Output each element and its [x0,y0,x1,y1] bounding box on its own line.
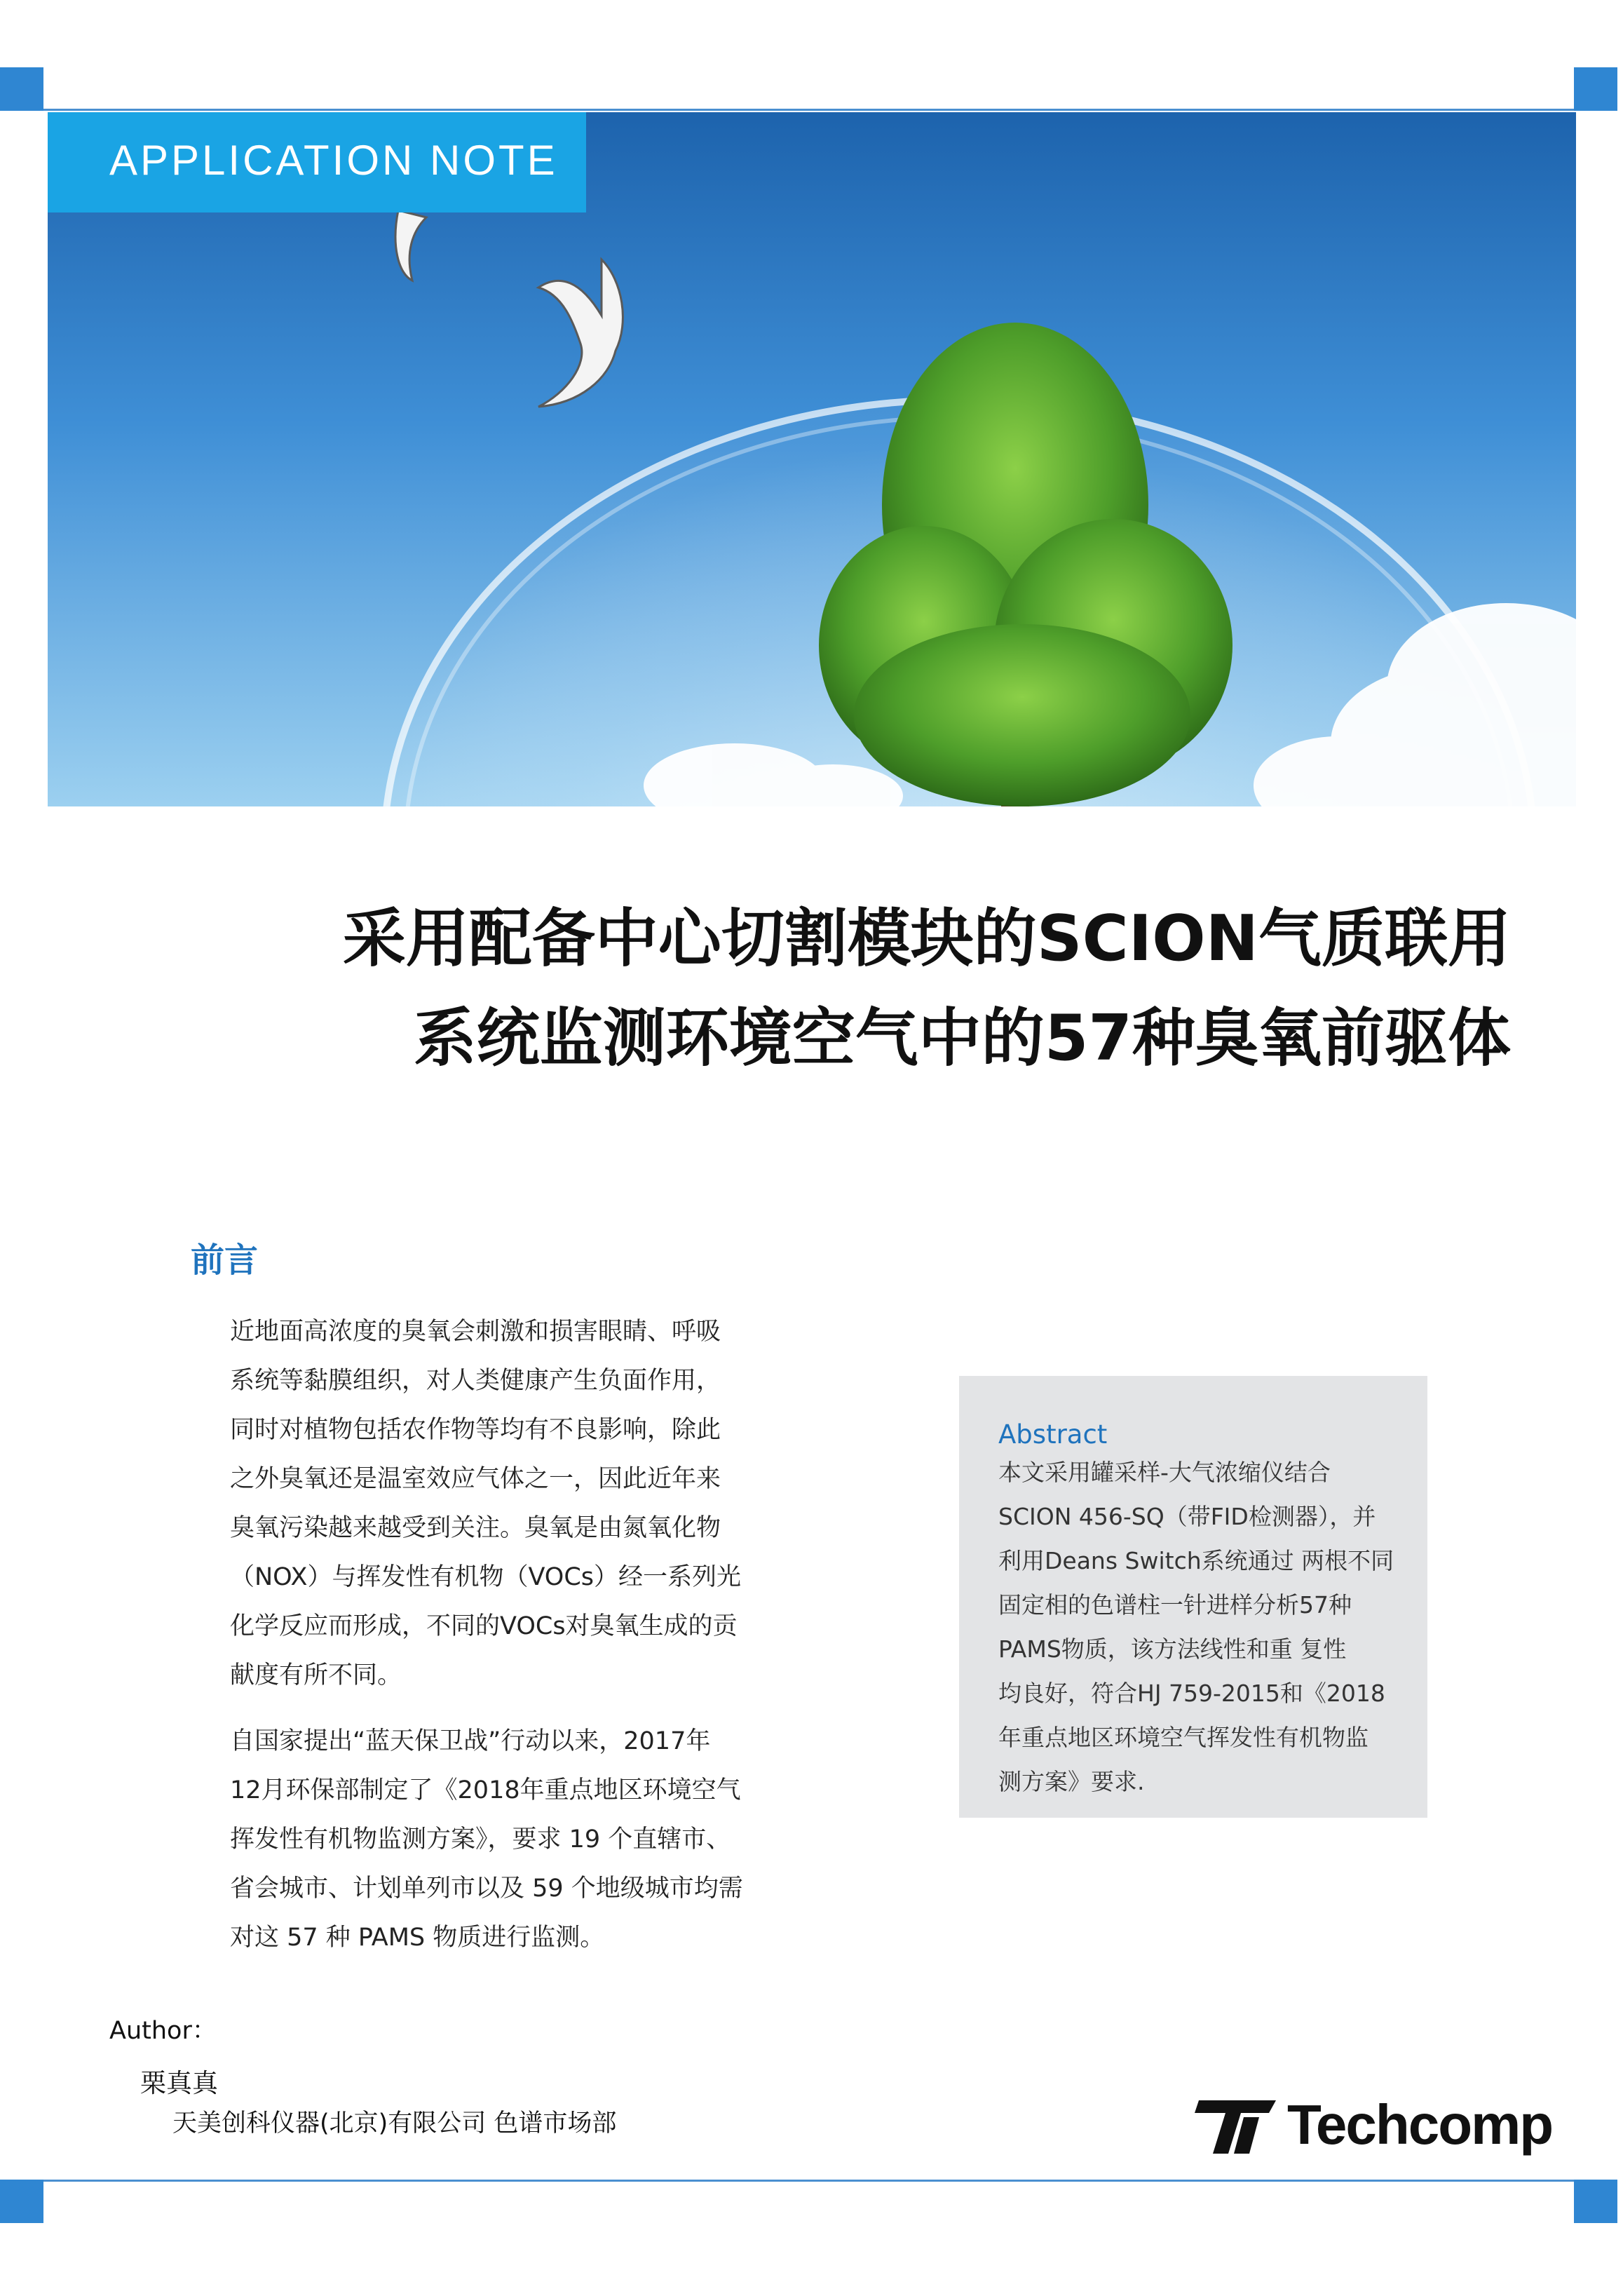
text-line: 化学反应而形成，不同的VOCs对臭氧生成的贡 [230,1612,738,1640]
author-name: 栗真真 [140,2068,218,2098]
author-organization: 天美创科仪器(北京)有限公司 色谱市场部 [172,2109,617,2138]
document-title [343,889,1511,1088]
bottom-frame-line [43,2180,1574,2182]
text-line: 12月环保部制定了《2018年重点地区环境空气 [230,1776,741,1804]
text-line: SCION 456-SQ（带FID检测器），并 [998,1503,1376,1530]
text-line: 之外臭氧还是温室效应气体之一，因此近年来 [230,1465,721,1493]
text-line: 对这 57 种 PAMS 物质进行监测。 [230,1924,605,1952]
abstract-box [959,1376,1427,1818]
corner-marker-top-left [0,67,43,111]
top-frame-line [43,109,1574,111]
text-line: 固定相的色谱柱一针进样分析57种 [998,1591,1352,1619]
abstract-text [998,1450,1394,1804]
section-heading-preface: 前言 [191,1241,259,1280]
preface-paragraph-1 [230,1307,805,1700]
text-line: 均良好，符合HJ 759-2015和《2018 [998,1680,1385,1707]
hero-image [48,112,1576,806]
text-line: 省会城市、计划单列市以及 59 个地级城市均需 [230,1875,743,1903]
text-line: 自国家提出“蓝天保卫战”行动以来，2017年 [230,1727,711,1755]
abstract-title: Abstract [998,1419,1108,1450]
text-line: 挥发性有机物监测方案》，要求 19 个直辖市、 [230,1825,731,1853]
title-line-1: 采用配备中心切割模块的SCION气质联用 [342,902,1511,975]
text-line: 本文采用罐采样-大气浓缩仪结合 [998,1459,1331,1486]
banner-label: APPLICATION NOTE [109,137,558,184]
author-label: Author： [109,2017,217,2045]
corner-marker-top-right [1574,67,1617,111]
techcomp-logo [1192,2093,1552,2156]
text-line: 献度有所不同。 [230,1661,402,1689]
text-line: PAMS物质，该方法线性和重 复性 [998,1635,1347,1663]
text-line: 利用Deans Switch系统通过 两根不同 [998,1547,1394,1574]
text-line: 同时对植物包括农作物等均有不良影响，除此 [230,1416,721,1444]
corner-marker-bottom-right [1574,2180,1617,2223]
application-note-banner [48,112,586,212]
text-line: 系统等黏膜组织，对人类健康产生负面作用， [230,1367,721,1395]
logo-text: Techcomp [1287,2093,1553,2156]
techcomp-logo-icon [1192,2093,1283,2156]
text-line: （NOX）与挥发性有机物（VOCs）经一系列光 [230,1563,742,1591]
preface-paragraph-2 [230,1717,805,1962]
text-line: 近地面高浓度的臭氧会刺激和损害眼睛、呼吸 [230,1318,721,1346]
corner-marker-bottom-left [0,2180,43,2223]
title-line-2: 系统监测环境空气中的57种臭氧前驱体 [413,1001,1511,1075]
text-line: 测方案》要求. [998,1768,1145,1795]
text-line: 年重点地区环境空气挥发性有机物监 [998,1724,1369,1751]
text-line: 臭氧污染越来越受到关注。臭氧是由氮氧化物 [230,1514,721,1542]
